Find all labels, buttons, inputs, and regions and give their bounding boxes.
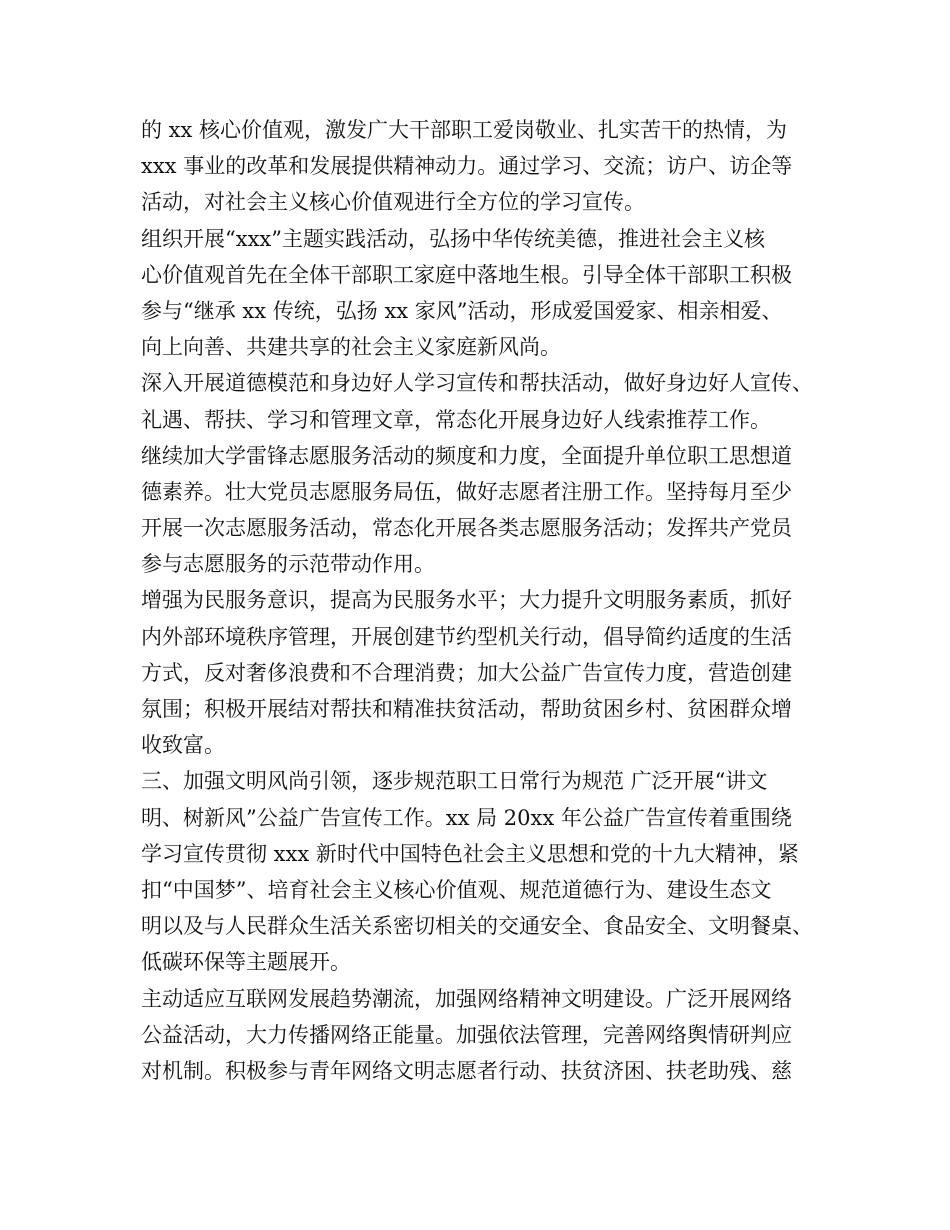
text-line: 心价值观首先在全体干部职工家庭中落地生根。引导全体干部职工积极 xyxy=(141,262,792,287)
text-line: 参与“继承 xx 传统，弘扬 xx 家风”活动，形成爱国爱家、相亲相爱、 xyxy=(141,298,783,323)
text-line: 低碳环保等主题展开。 xyxy=(141,950,351,975)
text-line: 向上向善、共建共享的社会主义家庭新风尚。 xyxy=(141,335,561,360)
text-line: 扣“中国梦”、培育社会主义核心价值观、规范道德行为、建设生态文 xyxy=(141,877,772,902)
text-line: 收致富。 xyxy=(141,733,225,758)
text-line: 增强为民服务意识，提高为民服务水平；大力提升文明服务素质，抓好 xyxy=(141,588,792,613)
text-line: 明、树新风”公益广告宣传工作。xx 局 20xx 年公益广告宣传着重围绕 xyxy=(141,805,792,830)
text-line: 德素养。壮大党员志愿服务局伍，做好志愿者注册工作。坚持每月至少 xyxy=(141,479,792,504)
text-line: 继续加大学雷锋志愿服务活动的频度和力度，全面提升单位职工思想道 xyxy=(141,443,792,468)
text-line: 主动适应互联网发展趋势潮流，加强网络精神文明建设。广泛开展网络 xyxy=(141,986,792,1011)
text-line: 学习宣传贯彻 xxx 新时代中国特色社会主义思想和党的十九大精神，紧 xyxy=(141,841,799,866)
text-line: 礼遇、帮扶、学习和管理文章，常态化开展身边好人线索推荐工作。 xyxy=(141,407,771,432)
text-line: 氛围；积极开展结对帮扶和精准扶贫活动，帮助贫困乡村、贫困群众增 xyxy=(141,697,792,721)
text-line: 方式，反对奢侈浪费和不合理消费；加大公益广告宣传力度，营造创建 xyxy=(141,660,792,685)
text-line: 三、加强文明风尚引领，逐步规范职工日常行为规范 广泛开展“讲文 xyxy=(141,769,768,794)
text-line: 开展一次志愿服务活动，常态化开展各类志愿服务活动；发挥共产党员 xyxy=(141,516,792,541)
text-line: 公益活动，大力传播网络正能量。加强依法管理，完善网络舆情研判应 xyxy=(141,1022,792,1047)
text-line: 深入开展道德模范和身边好人学习宣传和帮扶活动，做好身边好人宣传、 xyxy=(141,371,813,396)
text-line: 参与志愿服务的示范带动作用。 xyxy=(141,552,435,577)
text-line: 活动，对社会主义核心价值观进行全方位的学习宣传。 xyxy=(141,190,645,215)
text-line: 对机制。积极参与青年网络文明志愿者行动、扶贫济困、扶老助残、慈 xyxy=(141,1058,792,1083)
text-line: 组织开展“xxx”主题实践活动，弘扬中华传统美德，推进社会主义核 xyxy=(141,226,765,251)
text-line: 内外部环境秩序管理，开展创建节约型机关行动，倡导简约适度的生活 xyxy=(141,624,792,649)
text-line: 明以及与人民群众生活关系密切相关的交通安全、食品安全、文明餐桌、 xyxy=(141,914,813,939)
text-line: 的 xx 核心价值观，激发广大干部职工爱岗敬业、扎实苦干的热情，为 xyxy=(141,118,788,142)
document-body xyxy=(141,112,831,1089)
text-line: xxx 事业的改革和发展提供精神动力。通过学习、交流；访户、访企等 xyxy=(141,154,793,179)
